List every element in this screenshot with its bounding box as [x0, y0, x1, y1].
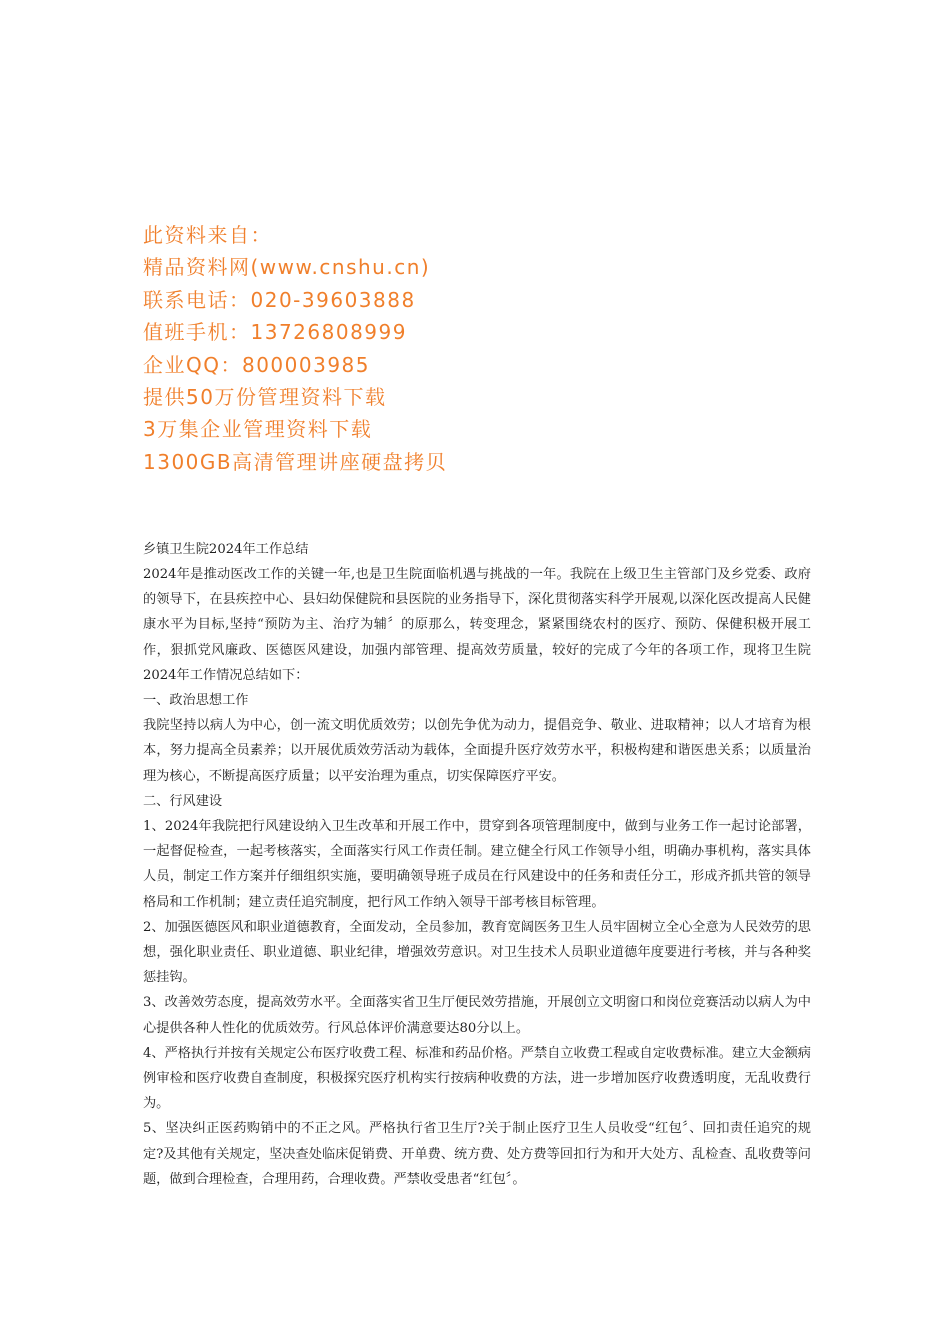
- source-notice-line: 联系电话：020-39603888: [143, 287, 416, 312]
- intro-paragraph: 2024年是推动医改工作的关键一年,也是卫生院面临机遇与挑战的一年。我院在上级卫生主管部门及乡党委、政府的领导下，在县疾控中心、县妇幼保健院和县医院的业务指导下，深化贯彻落实科学开展观,以深化医改提高人民健康水平为目标,坚持“预防为主、治疗为辅〞的原那么，转变理念，紧紧围绕农村的医疗、预防、保健积极开展工作，狠抓党风廉政、医德医风建设，加强内部管理、提高效劳质量，较好的完成了今年的各项工作，现将卫生院2024年工作情况总结如下：: [143, 567, 811, 683]
- section-paragraph: 我院坚持以病人为中心，创一流文明优质效劳；以创先争优为动力，提倡竞争、敬业、进取精神；以人才培育为根本，努力提高全员素养；以开展优质效劳活动为载体，全面提升医疗效劳水平，积极构建和谐医患关系；以质量治理为核心，不断提高医疗质量；以平安治理为重点，切实保障医疗平安。: [143, 718, 811, 784]
- section-heading: 一、政治思想工作: [143, 693, 249, 709]
- source-notice-line: 1300GB高清管理讲座硬盘拷贝: [143, 449, 448, 474]
- source-notice-line: 此资料来自：: [143, 223, 272, 247]
- source-notice-line: 值班手机：13726808999: [143, 320, 407, 345]
- document-title: 乡镇卫生院2024年工作总结: [143, 542, 309, 557]
- list-item: 1、2024年我院把行风建设纳入卫生改革和开展工作中，贯穿到各项管理制度中，做到与业务工作一起讨论部署，一起督促检查，一起考核落实，全面落实行风工作责任制。建立健全行风工作领导小组，明确办事机构，落实具体人员，制定工作方案并仔细组织实施，要明确领导班子成员在行风建设中的任务和责任分工，形成齐抓共管的领导格局和工作机制；建立责任追究制度，把行风工作纳入领导干部考核目标管理。: [143, 819, 811, 910]
- source-notice-line: 企业QQ：800003985: [143, 352, 371, 377]
- source-notice: [143, 219, 843, 478]
- list-item: 5、坚决纠正医药购销中的不正之风。严格执行省卫生厅?关于制止医疗卫生人员收受“红包〞、回扣责任追究的规定?及其他有关规定，坚决查处临床促销费、开单费、统方费、处方费等回扣行为和开大处方、乱检查、乱收费等问题，做到合理检查，合理用药，合理收费。严禁收受患者“红包〞。: [143, 1121, 811, 1187]
- source-notice-line: 精品资料网(www.cnshu.cn): [143, 255, 431, 280]
- source-notice-line: 提供50万份管理资料下载: [143, 384, 387, 409]
- list-item: 4、严格执行并按有关规定公布医疗收费工程、标准和药品价格。严禁自立收费工程或自定收费标准。建立大金额病例审检和医疗收费自查制度，积极探究医疗机构实行按病种收费的方法，进一步增加医疗收费透明度，无乱收费行为。: [143, 1045, 811, 1112]
- list-item: 2、加强医德医风和职业道德教育，全面发动，全员参加，教育宽阔医务卫生人员牢固树立全心全意为人民效劳的思想，强化职业责任、职业道德、职业纪律，增强效劳意识。对卫生技术人员职业道德年度要进行考核，并与各种奖惩挂钩。: [143, 919, 811, 986]
- document-body: [143, 537, 811, 1192]
- list-item: 3、改善效劳态度，提高效劳水平。全面落实省卫生厅便民效劳措施，开展创立文明窗口和岗位竞赛活动以病人为中心提供各种人性化的优质效劳。行风总体评价满意要达80分以上。: [143, 995, 811, 1036]
- section-heading: 二、行风建设: [143, 793, 223, 809]
- source-notice-line: 3万集企业管理资料下载: [143, 417, 373, 442]
